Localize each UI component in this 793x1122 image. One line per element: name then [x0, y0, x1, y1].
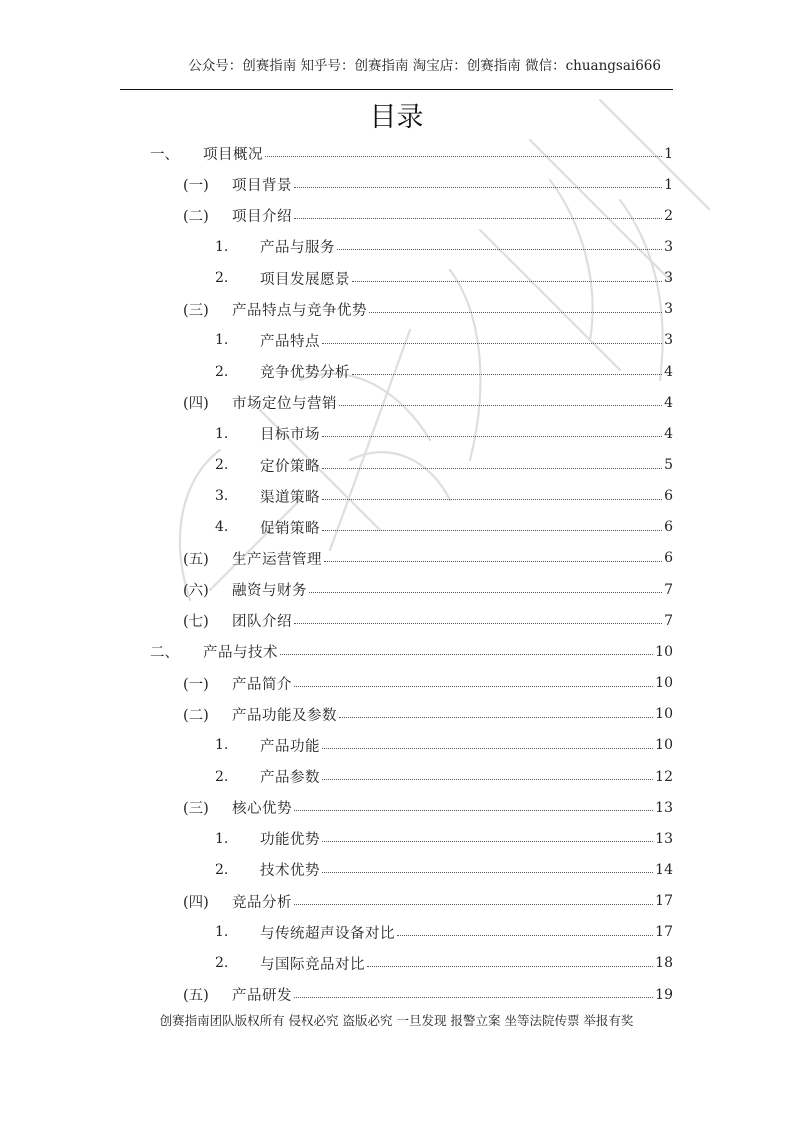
- toc-entry[interactable]: [215, 761, 673, 792]
- toc-entry-label: 定价策略: [260, 458, 320, 475]
- toc-entry-label: 项目介绍: [232, 209, 292, 226]
- toc-entry[interactable]: [215, 450, 673, 481]
- toc-entry-label: 产品与服务: [260, 240, 335, 257]
- toc-entry-page-number: 13: [655, 799, 673, 816]
- toc-entry-number: (三): [183, 302, 209, 319]
- toc-entry-number: 2.: [215, 363, 229, 380]
- toc-entry-label: 竞品分析: [232, 894, 292, 911]
- toc-entry-page-number: 10: [655, 675, 673, 692]
- toc-entry-number: (五): [183, 551, 209, 568]
- toc-entry-page-number: 13: [655, 830, 673, 847]
- toc-entry-page-number: 3: [664, 270, 673, 287]
- toc-dot-leader: [294, 623, 662, 624]
- toc-dot-leader: [280, 654, 653, 655]
- toc-entry-page-number: 7: [664, 612, 673, 629]
- toc-entry-number: 二、: [150, 645, 179, 662]
- toc-entry-label: 项目概况: [203, 147, 263, 163]
- toc-entry[interactable]: [215, 231, 673, 262]
- toc-entry-page-number: 18: [655, 955, 673, 972]
- toc-entry-page-number: 17: [655, 924, 673, 941]
- toc-entry-number: 4.: [215, 519, 229, 536]
- toc-entry-number: (七): [183, 614, 209, 631]
- toc-entry-page-number: 6: [664, 488, 673, 505]
- toc-dot-leader: [309, 592, 662, 593]
- toc-entry[interactable]: [215, 481, 673, 512]
- toc-entry-number: (六): [183, 583, 209, 600]
- toc-entry-number: 1.: [215, 332, 229, 349]
- toc-entry-number: 2.: [215, 861, 229, 878]
- toc-entry[interactable]: [215, 948, 673, 979]
- toc-entry[interactable]: [150, 636, 673, 667]
- toc-entry-page-number: 4: [664, 425, 673, 442]
- toc-dot-leader: [367, 966, 653, 967]
- toc-entry-page-number: 2: [664, 207, 673, 224]
- toc-entry-label: 产品特点: [260, 333, 320, 350]
- toc-dot-leader: [322, 872, 653, 873]
- toc-entry-page-number: 3: [664, 301, 673, 318]
- toc-entry-number: 2.: [215, 270, 229, 287]
- toc-dot-leader: [294, 218, 662, 219]
- toc-entry[interactable]: [183, 574, 673, 605]
- toc-entry-label: 产品功能: [260, 738, 320, 755]
- toc-entry-label: 核心优势: [232, 801, 292, 818]
- toc-dot-leader: [322, 468, 662, 469]
- toc-entry-page-number: 1: [664, 176, 673, 193]
- toc-entry[interactable]: [215, 512, 673, 543]
- toc-entry-label: 项目发展愿景: [260, 271, 350, 288]
- toc-entry-page-number: 3: [664, 238, 673, 255]
- toc-entry-page-number: 12: [655, 768, 673, 785]
- toc-entry[interactable]: [183, 543, 673, 574]
- toc-entry-label: 竞争优势分析: [260, 365, 350, 382]
- toc-dot-leader: [322, 748, 653, 749]
- toc-entry-number: 3.: [215, 488, 229, 505]
- toc-entry-number: 1.: [215, 924, 229, 941]
- toc-entry-label: 产品与技术: [203, 645, 278, 662]
- toc-entry[interactable]: [183, 605, 673, 636]
- toc-entry-label: 促销策略: [260, 520, 320, 537]
- toc-entry-number: 1.: [215, 830, 229, 847]
- toc-entry-number: 2.: [215, 457, 229, 473]
- toc-entry-label: 生产运营管理: [232, 551, 322, 568]
- toc-entry-label: 市场定位与营销: [232, 396, 337, 413]
- toc-entry-page-number: 4: [664, 394, 673, 411]
- toc-entry-number: 2.: [215, 955, 229, 972]
- toc-dot-leader: [265, 156, 662, 157]
- toc-entry[interactable]: [215, 854, 673, 885]
- toc-dot-leader: [369, 312, 662, 313]
- toc-entry-number: (二): [183, 707, 209, 724]
- toc-entry-label: 团队介绍: [232, 614, 292, 631]
- toc-entry[interactable]: [183, 387, 673, 418]
- toc-dot-leader: [294, 997, 653, 998]
- toc-entry-label: 与传统超声设备对比: [260, 925, 395, 942]
- footer-text: 创赛指南团队版权所有 侵权必究 盗版必究 一旦发现 报警立案 坐等法院传票 举报有奖: [159, 1013, 634, 1028]
- toc-dot-leader: [294, 810, 653, 811]
- toc-entry-label: 项目背景: [232, 178, 292, 195]
- toc-dot-leader: [322, 530, 662, 531]
- toc-entry-page-number: 1: [664, 145, 673, 162]
- toc-entry-number: 1.: [215, 238, 229, 255]
- toc-dot-leader: [337, 249, 662, 250]
- toc-entry[interactable]: [183, 886, 673, 917]
- toc-entry-page-number: 6: [664, 550, 673, 567]
- toc-entry-label: 渠道策略: [260, 489, 320, 506]
- toc-entry-page-number: 17: [655, 893, 673, 910]
- toc-entry-number: 2.: [215, 768, 229, 785]
- toc-entry-number: (四): [183, 396, 209, 413]
- toc-entry[interactable]: [215, 730, 673, 761]
- toc-entry-number: 一、: [150, 147, 179, 163]
- header-text: 公众号：创赛指南 知乎号：创赛指南 淘宝店：创赛指南 微信：chuangsai666: [188, 58, 661, 74]
- toc-entry-page-number: 10: [655, 737, 673, 754]
- toc-entry[interactable]: [183, 169, 673, 200]
- toc-entry-number: (三): [183, 801, 209, 818]
- toc-dot-leader: [322, 499, 662, 500]
- toc-dot-leader: [324, 561, 662, 562]
- toc-entry-label: 产品功能及参数: [232, 707, 337, 724]
- toc-entry-number: (二): [183, 209, 209, 226]
- toc-dot-leader: [339, 405, 662, 406]
- toc-entry[interactable]: [183, 200, 673, 231]
- toc-entry-label: 产品简介: [232, 676, 292, 693]
- toc-entry-label: 产品研发: [232, 988, 292, 1005]
- toc-entry-label: 产品参数: [260, 770, 320, 786]
- toc-entry-page-number: 19: [655, 986, 673, 1003]
- toc-dot-leader: [352, 374, 662, 375]
- toc-dot-leader: [322, 779, 653, 780]
- toc-entry-label: 目标市场: [260, 427, 320, 444]
- toc-dot-leader: [339, 717, 653, 718]
- toc-dot-leader: [322, 841, 653, 842]
- page-footer: [0, 1012, 793, 1030]
- toc-entry-number: (四): [183, 894, 209, 911]
- toc-entry-label: 与国际竞品对比: [260, 956, 365, 973]
- toc-dot-leader: [322, 436, 662, 437]
- toc-dot-leader: [294, 686, 653, 687]
- toc-entry[interactable]: [183, 792, 673, 823]
- toc-entry-page-number: 10: [655, 706, 673, 723]
- toc-entry-number: 1.: [215, 425, 229, 442]
- toc-entry-page-number: 7: [664, 581, 673, 598]
- toc-dot-leader: [294, 187, 662, 188]
- page-title: 目录: [369, 102, 424, 133]
- toc-dot-leader: [322, 343, 662, 344]
- toc-entry[interactable]: [183, 979, 673, 1010]
- toc-entry-page-number: 14: [655, 861, 673, 878]
- toc-entry[interactable]: [183, 668, 673, 699]
- toc-entry-number: 1.: [215, 737, 229, 754]
- toc-entry-label: 融资与财务: [232, 583, 307, 600]
- toc-dot-leader: [294, 904, 653, 905]
- toc-entry-label: 产品特点与竞争优势: [232, 302, 367, 319]
- toc-entry-page-number: 6: [664, 519, 673, 536]
- toc-entry[interactable]: [215, 823, 673, 854]
- toc-entry[interactable]: [150, 138, 673, 169]
- toc-dot-leader: [397, 935, 653, 936]
- toc-entry-label: 技术优势: [260, 863, 320, 880]
- toc-entry-number: (一): [183, 676, 209, 693]
- toc-entry[interactable]: [183, 699, 673, 730]
- toc-entry-label: 功能优势: [260, 832, 320, 849]
- toc-entry-number: (一): [183, 178, 209, 195]
- toc-entry[interactable]: [215, 917, 673, 948]
- toc-entry-page-number: 4: [664, 363, 673, 380]
- page-header: [120, 56, 673, 90]
- toc-entry-page-number: 5: [664, 457, 673, 473]
- toc-entry[interactable]: [215, 263, 673, 294]
- toc-entry[interactable]: [215, 356, 673, 387]
- toc-entry-page-number: 3: [664, 332, 673, 349]
- toc-entry-number: (五): [183, 988, 209, 1005]
- toc-entry-page-number: 10: [655, 643, 673, 660]
- toc-entry[interactable]: [215, 325, 673, 356]
- toc-entry[interactable]: [215, 418, 673, 449]
- toc-dot-leader: [352, 281, 662, 282]
- toc-entry[interactable]: [183, 294, 673, 325]
